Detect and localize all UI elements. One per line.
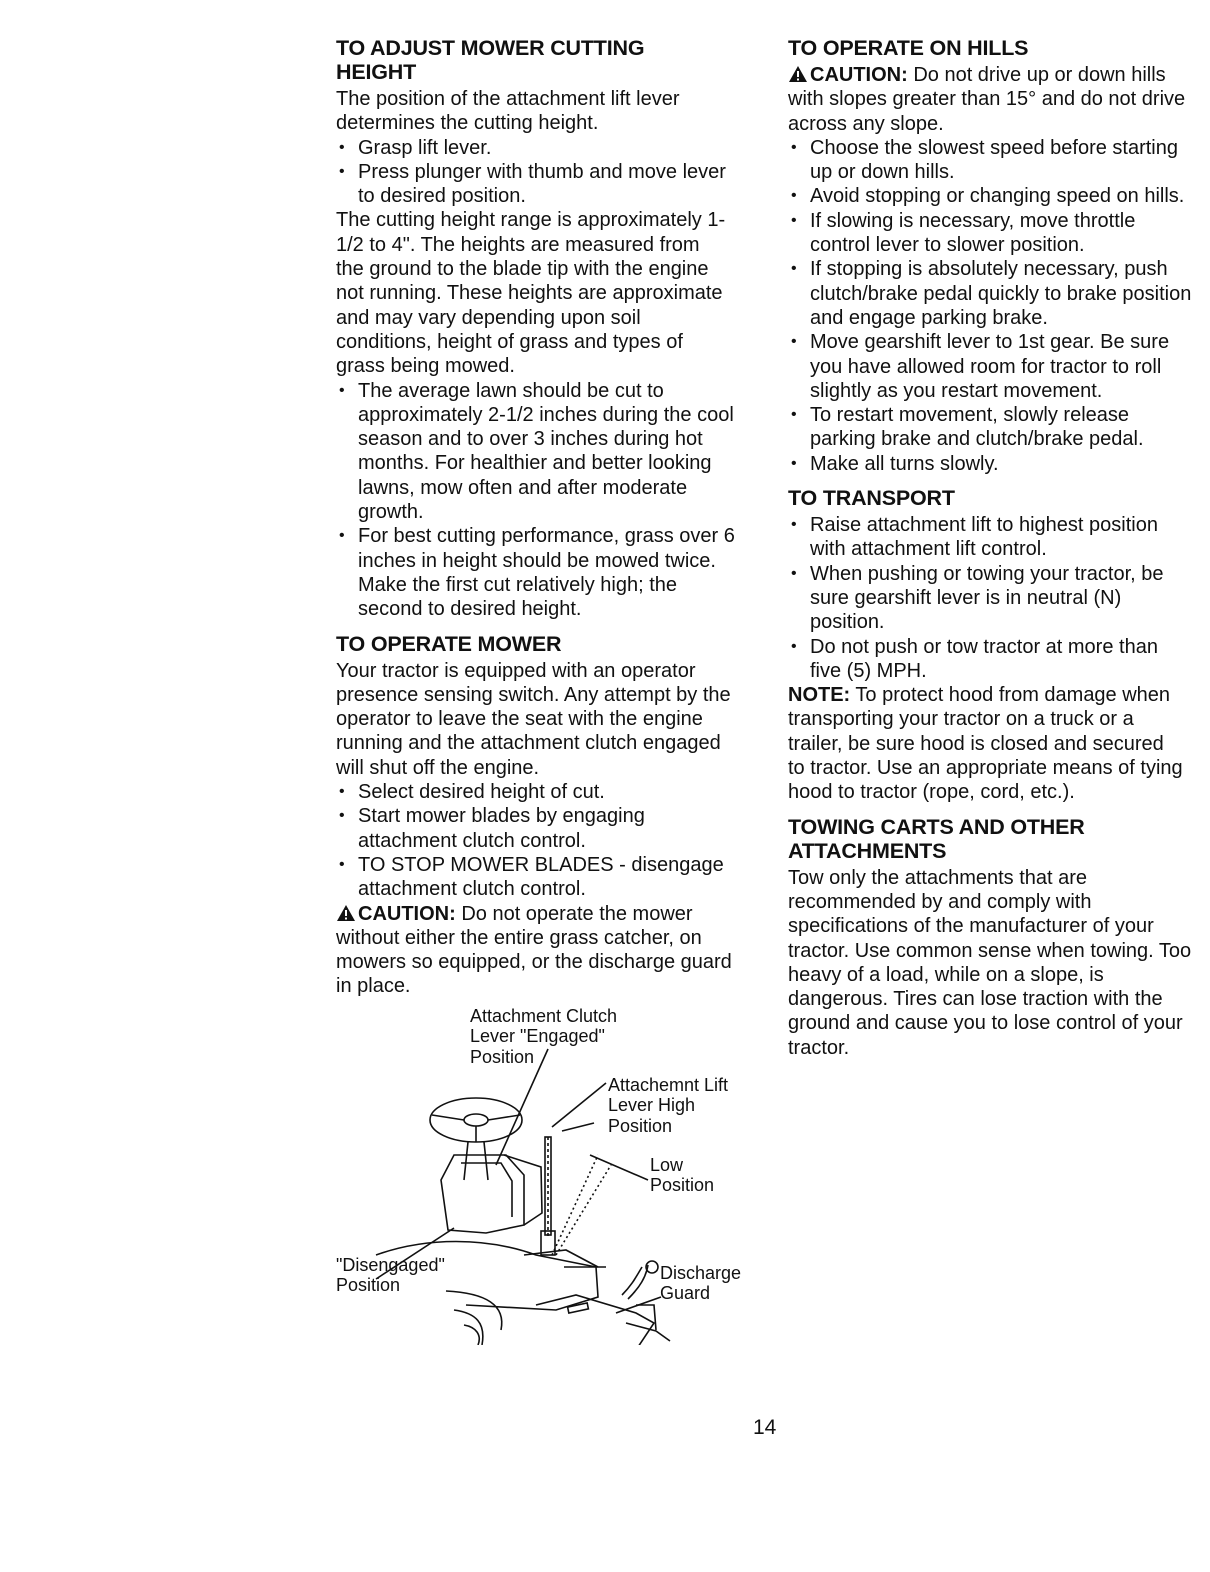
list-item: • Grasp lift lever. xyxy=(336,136,728,160)
leader-line xyxy=(552,1083,606,1127)
caution-text: Do not operate the mower without either the entire grass catcher, on mowers so equipped, or the discharge guard in place. xyxy=(336,902,732,998)
bullet-list xyxy=(788,513,1194,683)
list-item: • When pushing or towing your tractor, be sure gearshift lever is in neutral (N) position. xyxy=(788,562,1194,635)
list-item: • If stopping is absolutely necessary, push clutch/brake pedal quickly to brake position and engage parking brake. xyxy=(788,257,1192,330)
callout-low: Low Position xyxy=(650,1154,715,1196)
note-text: To protect hood from damage when transporting your tractor on a truck or a trailer, be sure hood is closed and secured to tractor. Use an appropriate means of tying hood to tractor (rope, cord, etc.). xyxy=(788,684,1183,804)
leader-line xyxy=(562,1123,594,1131)
section-title: TO TRANSPORT xyxy=(788,486,955,511)
bullet-list xyxy=(336,379,736,622)
list-item: • Do not push or tow tractor at more than five (5) MPH. xyxy=(788,635,1194,684)
list-item: • Move gearshift lever to 1st gear. Be sure you have allowed room for tractor to roll slightly as you restart movement. xyxy=(788,330,1192,403)
page-number: 14 xyxy=(753,1416,777,1439)
paragraph: Your tractor is equipped with an operator presence sensing switch. Any attempt by the operator to leave the seat with the engine running and the attachment clutch engaged will shut off the engine. xyxy=(336,659,731,779)
towing-section xyxy=(788,815,1200,1060)
list-item: • Make all turns slowly. xyxy=(788,452,1192,476)
operate-mower-section xyxy=(336,632,756,999)
list-item: • To restart movement, slowly release parking brake and clutch/brake pedal. xyxy=(788,403,1192,452)
warning-triangle-icon xyxy=(336,904,356,922)
list-item: • Start mower blades by engaging attachment clutch control. xyxy=(336,804,728,853)
caution-text: Do not drive up or down hills with slopes greater than 15° and do not drive across any slope. xyxy=(788,64,1186,135)
paragraph: The position of the attachment lift lever determines the cutting height. xyxy=(336,88,680,135)
caution-label: CAUTION: xyxy=(810,64,908,86)
left-column xyxy=(336,36,756,1345)
section-title: TO OPERATE ON HILLS xyxy=(788,36,1029,60)
right-column xyxy=(788,36,1200,1060)
paragraph: The cutting height range is approximately 1-1/2 to 4". The heights are measured from the ground to the blade tip with the engine not running. These heights are approximate and may vary depending upon soil conditions, height of grass and types of grass being mowed. xyxy=(336,209,726,378)
list-item: • Choose the slowest speed before starting up or down hills. xyxy=(788,136,1192,185)
callout-discharge-guard: Discharge Guard xyxy=(660,1262,742,1304)
paragraph: Tow only the attachments that are recommended by and comply with specifications of the manufacturer of your tractor. Use common sense when towing. Too heavy of a load, while on a slope, is dangerous. Tires can lose traction with the ground and cause you to lose control of your tractor. xyxy=(788,866,1192,1059)
list-item: • Avoid stopping or changing speed on hills. xyxy=(788,184,1192,208)
section-title: TO OPERATE MOWER xyxy=(336,631,562,656)
bullet-list xyxy=(336,136,728,209)
list-item: • The average lawn should be cut to approximately 2-1/2 inches during the cool season and to over 3 inches during hot months. For healthier and better looking lawns, mow often and after moderate growth. xyxy=(336,379,736,525)
bullet-list xyxy=(788,136,1192,476)
callout-engaged: Attachment Clutch Lever "Engaged" Position xyxy=(470,1005,618,1067)
list-item: • For best cutting performance, grass over 6 inches in height should be mowed twice. Make the first cut relatively high; the second to desired height. xyxy=(336,524,736,621)
caution-paragraph xyxy=(336,902,748,999)
section-title: TO ADJUST MOWER CUTTING HEIGHT xyxy=(336,36,645,84)
list-item: • If slowing is necessary, move throttle control lever to slower position. xyxy=(788,209,1192,258)
list-item: • Select desired height of cut. xyxy=(336,780,728,804)
caution-paragraph xyxy=(788,63,1188,136)
list-item: • TO STOP MOWER BLADES - disengage attachment clutch control. xyxy=(336,853,728,902)
list-item: • Raise attachment lift to highest position with attachment lift control. xyxy=(788,513,1194,562)
leader-line xyxy=(590,1155,648,1180)
adjust-cutting-height-section xyxy=(336,36,756,622)
note-paragraph xyxy=(788,683,1184,804)
callout-lift-high: Attachemnt Lift Lever High Position xyxy=(608,1074,729,1136)
section-title: TOWING CARTS AND OTHER ATTACHMENTS xyxy=(788,814,1085,863)
callout-disengaged: "Disengaged" Position xyxy=(336,1254,445,1296)
transport-section xyxy=(788,486,1200,805)
warning-triangle-icon xyxy=(788,65,808,83)
list-item: • Press plunger with thumb and move lever to desired position. xyxy=(336,160,728,209)
caution-label: CAUTION: xyxy=(358,902,456,925)
bullet-list xyxy=(336,780,728,901)
tractor-lever-diagram xyxy=(336,1005,756,1345)
operate-on-hills-section xyxy=(788,36,1200,476)
note-label: NOTE: xyxy=(788,684,851,707)
